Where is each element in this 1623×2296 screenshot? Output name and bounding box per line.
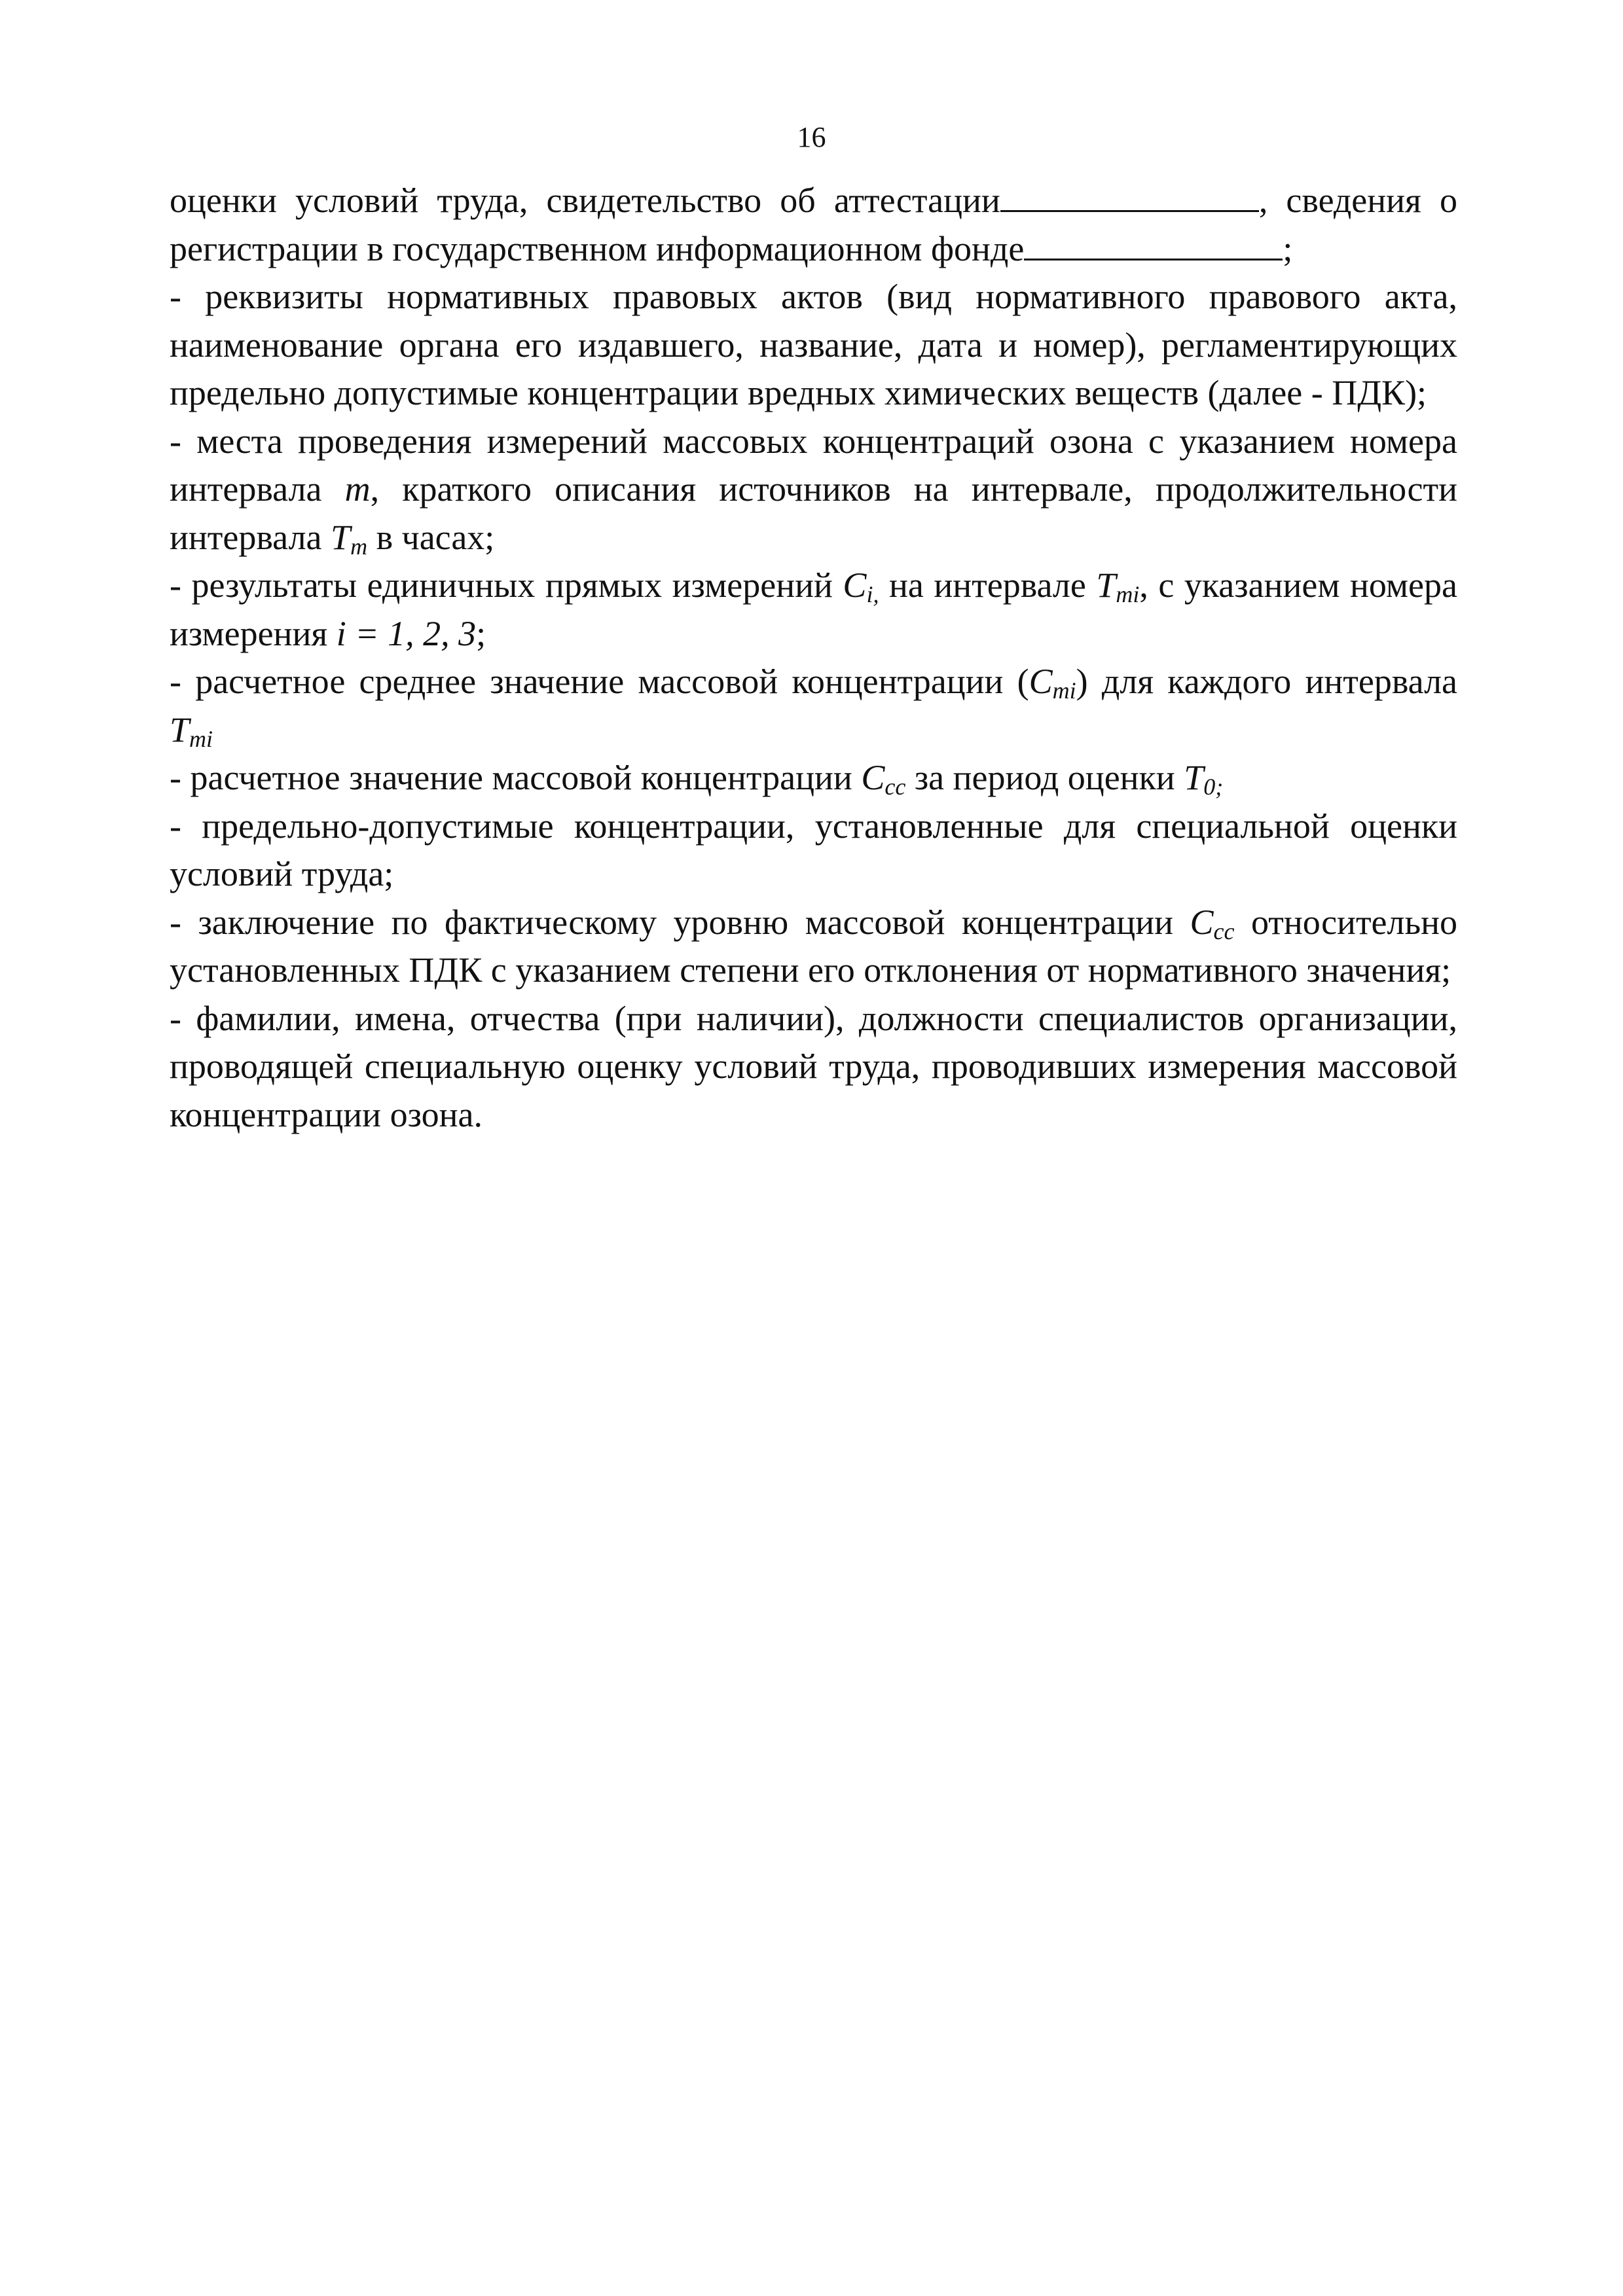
variable-subscript: 0; (1203, 774, 1224, 800)
variable-symbol: C (1190, 902, 1214, 942)
list-item-text: ) для каждого интервала (1076, 662, 1457, 701)
variable-C-mi (1029, 662, 1076, 704)
list-item-calculated-value (170, 754, 1457, 802)
variable-subscript: mi (1052, 677, 1076, 704)
paragraph-text: оценки условий труда, свидетельство об аттестации (170, 181, 1000, 220)
variable-C-cc (861, 758, 906, 800)
formula-i-values: i = 1, 2, 3 (336, 613, 477, 653)
blank-line-registration (1024, 227, 1283, 260)
list-item-text: - предельно-допустимые концентрации, установленные для специальной оценки условий труда; (170, 806, 1457, 893)
list-item-text: - заключение по фактическому уровню массовой концентрации (170, 902, 1190, 942)
variable-subscript: m (350, 533, 368, 560)
list-item-text: на интервале (879, 565, 1097, 605)
list-item-text: - расчетное среднее значение массовой концентрации ( (170, 662, 1029, 701)
list-item-text: относительно установленных ПДК с указанием степени его отклонения от нормативного значения; (170, 902, 1457, 990)
variable-subscript: i, (866, 581, 879, 607)
list-item-text: ; (476, 613, 486, 653)
variable-symbol: T (1096, 565, 1116, 605)
blank-line-certificate (1000, 179, 1259, 212)
variable-T-m (331, 517, 368, 560)
variable-m: m (344, 469, 371, 509)
list-item-text: - результаты единичных прямых измерений (170, 565, 843, 605)
list-item-normative-acts (170, 273, 1457, 418)
list-item-text: - места проведения измерений массовых концентраций озона с указанием номера интервала (170, 421, 1457, 509)
list-item-text: - расчетное значение массовой концентрации (170, 758, 862, 797)
variable-symbol: T (170, 709, 190, 749)
paragraph-text: , сведения о регистрации в государственном информационном фонде (170, 181, 1458, 268)
list-item-text: - реквизиты нормативных правовых актов (вид нормативного правового акта, наименование органа его издавшего, название, дата и номер), регламентирующих предельно допустимые концентрации вредных химических веществ (далее - ПДК); (170, 277, 1457, 412)
variable-symbol: T (331, 517, 351, 557)
variable-symbol: C (1029, 662, 1053, 701)
variable-symbol: C (861, 758, 885, 797)
page-number: 16 (797, 121, 826, 153)
variable-symbol: C (843, 565, 867, 605)
variable-subscript: cc (884, 774, 906, 800)
variable-C-cc (1190, 903, 1234, 942)
list-item-conclusion (170, 899, 1457, 995)
list-item-single-measurements (170, 562, 1457, 658)
paragraph-certificate-info (170, 177, 1457, 273)
list-item-text: , с указанием номера измерения (170, 565, 1457, 653)
variable-T-mi (1096, 565, 1139, 605)
variable-symbol: T (1184, 758, 1204, 797)
list-item-text: в часах; (367, 517, 495, 557)
variable-C-i (843, 565, 879, 605)
variable-subscript: mi (189, 725, 213, 752)
list-item-text: - фамилии, имена, отчества (при наличии), должности специалистов организации, проводящей специальную оценку условий труда, проводивших измерения массовой концентрации озона. (170, 998, 1457, 1134)
variable-subscript: cc (1213, 918, 1235, 944)
paragraph-text: ; (1283, 228, 1293, 268)
list-item-average-value (170, 658, 1457, 754)
variable-T-0 (1184, 758, 1224, 800)
variable-subscript: mi (1116, 581, 1140, 607)
list-item-specialists (170, 995, 1457, 1139)
document-body (170, 177, 1457, 1139)
list-item-limit-concentrations (170, 802, 1457, 899)
list-item-text: за период оценки (905, 758, 1184, 797)
list-item-measurement-places (170, 418, 1457, 562)
variable-T-mi (170, 709, 213, 752)
list-item-text: , краткого описания источников на интервале, продолжительности интервала (170, 469, 1457, 557)
